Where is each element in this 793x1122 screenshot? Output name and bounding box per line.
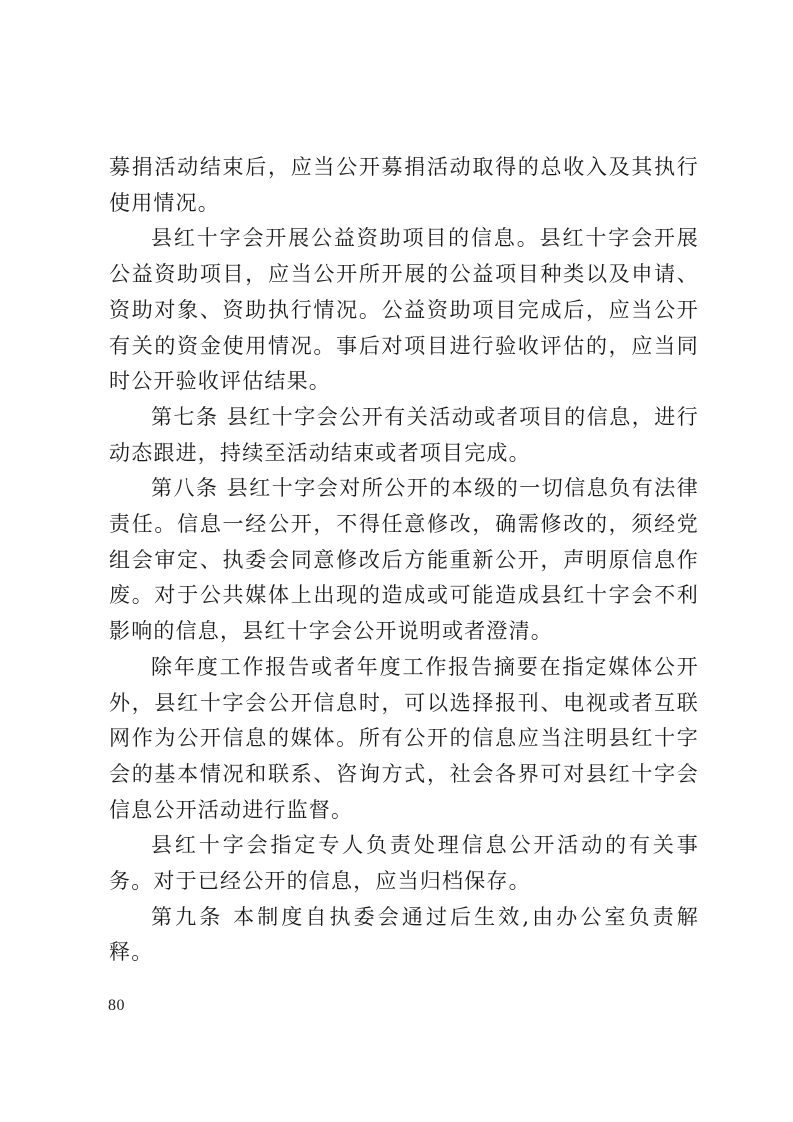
paragraph-article-8: 第八条 县红十字会对所公开的本级的一切信息负有法律责任。信息一经公开，不得任意修改，确需修改的，须经党组会审定、执委会同意修改后方能重新公开，声明原信息作废。对于公共媒体上出现的造成或可能造成县红十字会不利影响的信息，县红十字会公开说明或者澄清。 [109,476,699,644]
page-number: 80 [108,997,125,1014]
paragraph-designated-staff: 县红十字会指定专人负责处理信息公开活动的有关事务。对于已经公开的信息，应当归档保存。 [109,833,699,894]
paragraph-disclosure-media: 除年度工作报告或者年度工作报告摘要在指定媒体公开外，县红十字会公开信息时，可以选择报刊、电视或者互联网作为公开信息的媒体。所有公开的信息应当注明县红十字会的基本情况和联系、咨询方式，社会各界可对县红十字会信息公开活动进行监督。 [109,654,699,822]
body-text [109,150,699,971]
paragraph-article-9: 第九条 本制度自执委会通过后生效,由办公室负责解释。 [109,904,699,965]
paragraph-aid-project-info: 县红十字会开展公益资助项目的信息。县红十字会开展公益资助项目，应当公开所开展的公益项目种类以及申请、资助对象、资助执行情况。公益资助项目完成后，应当公开有关的资金使用情况。事后对项目进行验收评估的，应当同时公开验收评估结果。 [109,226,699,394]
paragraph-fundraising-closure: 募捐活动结束后，应当公开募捐活动取得的总收入及其执行使用情况。 [109,155,699,215]
paragraph-article-7: 第七条 县红十字会公开有关活动或者项目的信息，进行动态跟进，持续至活动结束或者项目完成。 [109,404,699,465]
